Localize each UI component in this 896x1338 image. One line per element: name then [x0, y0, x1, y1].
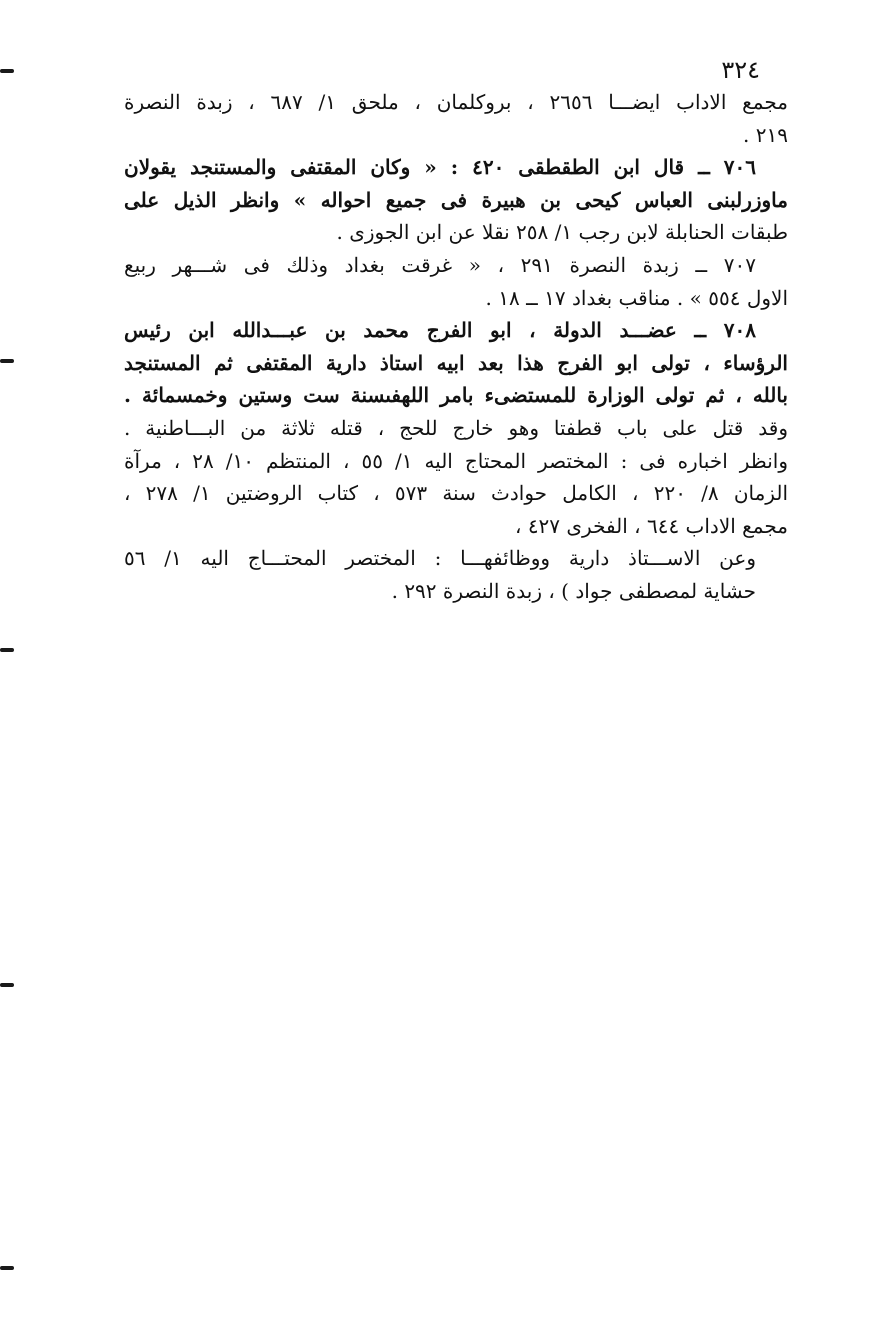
text-line: حشاية لمصطفى جواد ) ، زبدة النصرة ٢٩٢ . [391, 578, 756, 603]
text-line: مجمع الاداب ٦٤٤ ، الفخرى ٤٢٧ ، [515, 513, 788, 538]
binding-margin-mark [0, 983, 14, 987]
text-line: ٢١٩ . [743, 122, 788, 147]
binding-margin-mark [0, 359, 14, 363]
text-line: طبقات الحنابلة لابن رجب ١/ ٢٥٨ نقلا عن ابن الجوزى . [336, 220, 788, 245]
text-line: الزمان ٨/ ٢٢٠ ، الكامل حوادث سنة ٥٧٣ ، كتاب الروضتين ١/ ٢٧٨ ، [124, 481, 788, 506]
binding-margin-mark [0, 69, 14, 73]
binding-margin-mark [0, 648, 14, 652]
text-line: ماوزرلبنى العباس كيحى بن هبيرة فى جميع احواله » وانظر الذيل على [124, 187, 788, 212]
binding-margin-mark [0, 1266, 14, 1270]
text-line: الاول ٥٥٤ » . مناقب بغداد ١٧ ــ ١٨ . [485, 285, 788, 310]
text-line: ٧٠٦ ــ قال ابن الطقطقى ٤٢٠ : « وكان المقتفى والمستنجد يقولان [124, 155, 757, 180]
text-line: الرؤساء ، تولى ابو الفرج هذا بعد ابيه استاذ دارية المقتفى ثم المستنجد [124, 350, 788, 375]
text-line: وانظر اخباره فى : المختصر المحتاج اليه ١/ ٥٥ ، المنتظم ١٠/ ٢٨ ، مرآة [124, 448, 788, 473]
footnotes-text-block [124, 86, 788, 608]
text-line: وعن الاســـتاذ دارية ووظائفهـــا : المختصر المحتـــاج اليه ١/ ٥٦ [124, 546, 756, 571]
text-line: وقد قتل على باب قطفتا وهو خارج للحج ، قتله ثلاثة من البـــاطنية . [124, 415, 788, 440]
text-line: ٧٠٨ ــ عضـــد الدولة ، ابو الفرج محمد بن عبـــدالله ابن رئيس [124, 318, 756, 343]
text-line: ٧٠٧ ــ زبدة النصرة ٢٩١ ، « غرقت بغداد وذلك فى شـــهر ربيع [124, 252, 756, 277]
page-number: ٣٢٤ [721, 56, 760, 84]
text-line: مجمع الاداب ايضـــا ٢٦٥٦ ، بروكلمان ، ملحق ١/ ٦٨٧ ، زبدة النصرة [124, 90, 788, 114]
text-line: بالله ، ثم تولى الوزارة للمستضىء بامر اللهفىسنة ست وستين وخمسمائة . [124, 383, 788, 408]
